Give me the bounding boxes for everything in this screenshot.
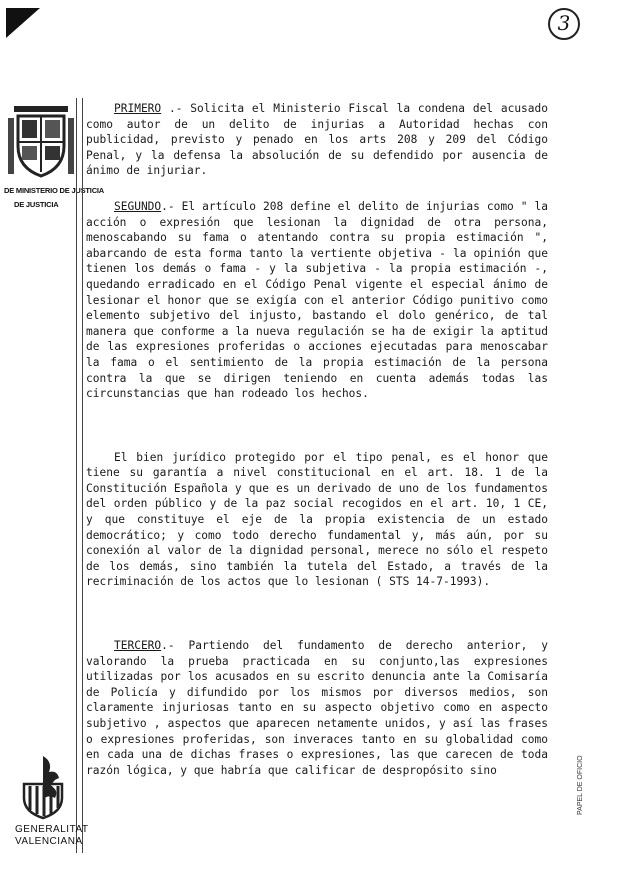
paragraph-text: .- Partiendo del fundamento de derecho anterior, y valorando la prueba practicada en su conjunto,las expresiones utilizadas por los acusados en su escrito denuncia ante la Comisaría de Policía y difundido por los mismos por diversos medios, son claramente injuriosas tanto en su aspecto objetivo como en aspecto subjetivo , aspectos que aparecen netamente unidos, y así las frases o expresiones proferidas, son inveraces tanto en su globalidad como en cada una de dichas frases o expresiones, las que carecen de toda razón lógica, y que habría que calificar de despropósito sino: [86, 639, 548, 777]
coat-of-arms-icon: [8, 102, 74, 180]
document-body: [86, 98, 548, 778]
generalitat-line1: GENERALITAT: [15, 824, 89, 835]
generalitat-emblem-icon: [16, 754, 70, 820]
paragraph-text: .- Solicita el Ministerio Fiscal la condena del acusado como autor de un delito de injurias a Autoridad hechas con publicidad, previsto y penado en los arts 208 y 209 del Código Penal, y la defensa la absolución de su defendido por ausencia de ánimo de injuriar.: [86, 102, 548, 178]
paragraph-tercero: [86, 638, 548, 778]
paragraph-heading: PRIMERO: [114, 102, 162, 115]
paragraph-text: .- El artículo 208 define el delito de injurias como " la acción o expresión que lesionan la dignidad de otra persona, menoscabando su fama o atentando contra su propia estimación ", abarcando de esta forma tanto la vertiente objetiva - la opinión que tienen los demás o fama - y la subjetiva - la propia estimación -, quedando erradicado en el Código Penal vigente el especial ánimo de lesionar el honor que se exigía con el anterior Código punitivo como elemento subjetivo del injusto, bastando el dolo genérico, de tal manera que conforme a la nueva regulación se ha de exigir la aptitud de las expresiones proferidas o acciones ejecutadas para menoscabar la fama o el sentimiento de la propia estimación de la persona contra la que se dirigen teniendo en cuenta además todas las circunstancias que han rodeado los hechos.: [86, 199, 548, 401]
page-number: 3: [548, 8, 580, 40]
generalitat-label: [15, 824, 88, 848]
paragraph-heading: TERCERO: [114, 639, 162, 653]
ministry-label-2: DE JUSTICIA: [14, 200, 59, 209]
paragraph-bien-juridico: [86, 450, 548, 590]
paper-code: PAPEL DE OFICIO: [577, 755, 584, 815]
ministry-label: DE MINISTERIO DE JUSTICIA: [4, 186, 105, 195]
paragraph-text: El bien jurídico protegido por el tipo penal, es el honor que tiene su garantía a nivel constitucional en el art. 18. 1 de la Constitución Española y que es un derivado de uno de los fundamentos del orden público y de la paz social recogidos en el art. 10, 1 CE, y que constituye el eje de la propia existencia de un estado democrático; y como todo derecho fundamental y, más aún, por su conexión al valor de la dignidad personal, merece no sólo el respeto de los demás, sino también la tutela del Estado, a través de la recriminación de los actos que lo lesionan ( STS 14-7-1993).: [86, 450, 548, 589]
generalitat-line2: VALENCIANA: [15, 836, 83, 847]
corner-mark: [6, 8, 40, 38]
paragraph-primero: [86, 101, 548, 179]
paragraph-heading: SEGUNDO: [114, 199, 162, 213]
paragraph-segundo: [86, 199, 548, 402]
margin-rule: [76, 98, 83, 853]
